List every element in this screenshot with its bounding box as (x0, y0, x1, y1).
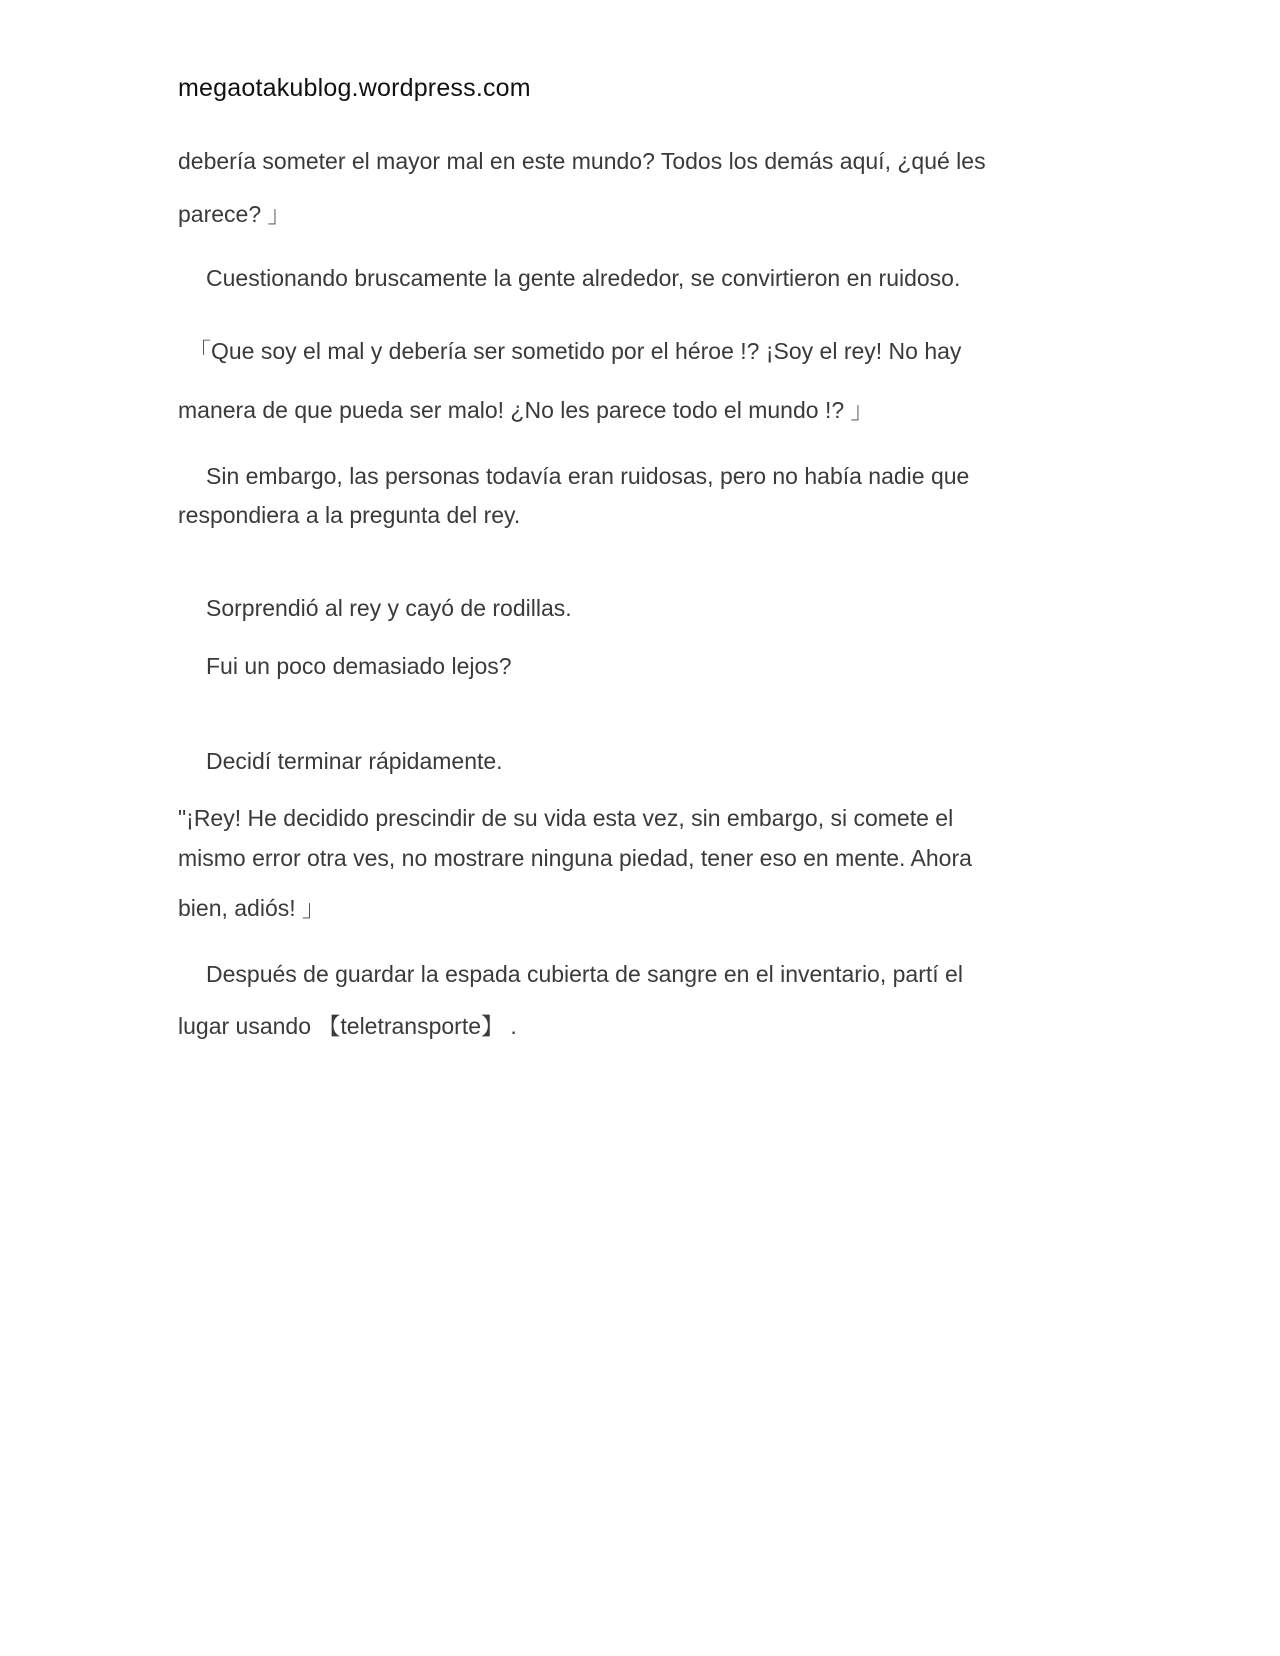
text-line: mismo error otra ves, no mostrare ninguna piedad, tener eso en mente. Ahora (178, 845, 972, 871)
text-line: manera de que pueda ser malo! ¿No les parece todo el mundo !? 」 (178, 397, 874, 423)
text-line: 「Que soy el mal y debería ser sometido por el héroe !? ¡Soy el rey! No hay (188, 338, 962, 364)
text-line: Fui un poco demasiado lejos? (206, 653, 512, 679)
text-line: respondiera a la pregunta del rey. (178, 502, 521, 528)
text-line: Decidí terminar rápidamente. (206, 748, 503, 774)
text-line: debería someter el mayor mal en este mundo? Todos los demás aquí, ¿qué les (178, 148, 986, 174)
text-line: bien, adiós! 」 (178, 895, 326, 921)
site-header: megaotakublog.wordpress.com (178, 74, 531, 102)
text-line: Después de guardar la espada cubierta de sangre en el inventario, partí el (206, 961, 963, 987)
text-line: Sorprendió al rey y cayó de rodillas. (206, 595, 572, 621)
text-line: parece? 」 (178, 201, 291, 227)
text-line: "¡Rey! He decidido prescindir de su vida esta vez, sin embargo, si comete el (178, 805, 954, 831)
text-line: lugar usando 【teletransporte】 . (178, 1013, 517, 1039)
text-line: Cuestionando bruscamente la gente alrededor, se convirtieron en ruidoso. (206, 265, 961, 291)
text-line: Sin embargo, las personas todavía eran ruidosas, pero no había nadie que (206, 463, 970, 489)
